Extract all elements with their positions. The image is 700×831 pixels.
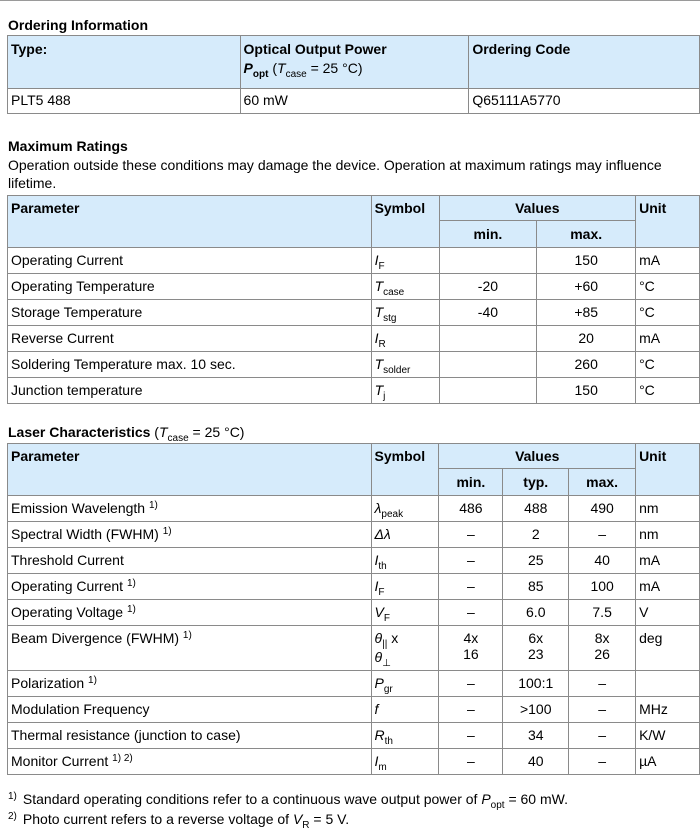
table-row bbox=[8, 496, 700, 522]
symbol-letter: T bbox=[374, 356, 384, 372]
max-value: 40 bbox=[594, 552, 610, 568]
footnote-number: 1) bbox=[8, 791, 17, 802]
typ-value: 40 bbox=[527, 753, 544, 769]
min-value: – bbox=[466, 701, 475, 717]
parameter-cell bbox=[8, 574, 372, 600]
max-cell: 150 bbox=[537, 378, 636, 404]
parameter-cell: Storage Temperature bbox=[8, 300, 372, 326]
ordering-header-power: Optical Output Power $P_{opt}$ ($T_{case} = 25$ °C) bbox=[240, 36, 469, 89]
table-row bbox=[8, 352, 700, 378]
symbol-cell bbox=[371, 749, 439, 775]
max-cell: +85 bbox=[537, 300, 636, 326]
min-cell bbox=[439, 723, 503, 749]
symbol-separator: x bbox=[387, 630, 399, 646]
symbol-letter: I bbox=[374, 552, 379, 568]
symbol-subscript: m bbox=[378, 762, 387, 773]
laser-title: Laser Characteristics ($T_{case} = 25$ °C) bbox=[8, 424, 245, 444]
min-cell bbox=[439, 600, 503, 626]
symbol-subscript: j bbox=[383, 391, 386, 402]
symbol-subscript: gr bbox=[383, 684, 393, 695]
footnote-tail: = 60 mW. bbox=[504, 791, 568, 807]
parameter-cell bbox=[8, 723, 372, 749]
parameter-cell bbox=[8, 671, 372, 697]
symbol-cell bbox=[371, 548, 439, 574]
symbol-subscript: || bbox=[382, 639, 388, 650]
min-cell: -20 bbox=[439, 274, 537, 300]
symbol-subscript: R bbox=[378, 339, 386, 350]
max-header-values: Values bbox=[439, 196, 636, 221]
parameter-cell bbox=[8, 522, 372, 548]
unit-cell: °C bbox=[636, 274, 700, 300]
max-header-max: max. bbox=[537, 221, 636, 248]
symbol-subscript: peak bbox=[381, 509, 404, 520]
typ-cell bbox=[503, 522, 569, 548]
parameter-label: Operating Current bbox=[11, 578, 124, 594]
min-value: 486 bbox=[459, 500, 483, 516]
parameter-cell bbox=[8, 600, 372, 626]
unit-cell: °C bbox=[636, 378, 700, 404]
max-value: 7.5 bbox=[592, 604, 612, 620]
symbol-subscript: th bbox=[384, 736, 393, 747]
min-value: – bbox=[466, 578, 475, 594]
parameter-label: Emission Wavelength bbox=[11, 500, 146, 516]
symbol-letter: T bbox=[374, 278, 384, 294]
ordering-type: PLT5 488 bbox=[8, 89, 241, 114]
symbol-subscript: case bbox=[383, 287, 405, 298]
symbol-letter: V bbox=[374, 604, 384, 620]
min-cell bbox=[439, 548, 503, 574]
laser-header-values: Values bbox=[439, 444, 636, 469]
laser-header-typ: typ. bbox=[503, 469, 569, 496]
symbol-letter: T bbox=[374, 304, 384, 320]
typ-cell bbox=[503, 697, 569, 723]
min-cell bbox=[439, 496, 503, 522]
max-header-parameter: Parameter bbox=[8, 196, 372, 248]
max-cell bbox=[569, 574, 636, 600]
ordering-title: Ordering Information bbox=[8, 17, 148, 33]
symbol-letter: θ bbox=[374, 649, 383, 665]
unit-cell: deg bbox=[636, 626, 700, 671]
ordering-code: Q65111A5770 bbox=[469, 89, 700, 114]
max-cell: +60 bbox=[537, 274, 636, 300]
typ-cell bbox=[503, 626, 569, 671]
max-value: – bbox=[598, 526, 607, 542]
parameter-cell: Soldering Temperature max. 10 sec. bbox=[8, 352, 372, 378]
max-cell bbox=[569, 626, 636, 671]
table-row bbox=[8, 300, 700, 326]
footnote-ref: 1) bbox=[162, 526, 172, 537]
symbol-cell bbox=[371, 600, 439, 626]
parameter-label: Thermal resistance (junction to case) bbox=[11, 727, 241, 743]
symbol-cell bbox=[371, 378, 439, 404]
top-rule bbox=[0, 0, 700, 1]
typ-value: >100 bbox=[519, 701, 552, 717]
max-header-min: min. bbox=[439, 221, 537, 248]
typ-cell bbox=[503, 671, 569, 697]
min-value: – bbox=[466, 526, 475, 542]
symbol-subscript: F bbox=[378, 587, 385, 598]
symbol-letter: f bbox=[374, 701, 379, 717]
symbol-letter: λ bbox=[374, 500, 382, 516]
symbol-letter: I bbox=[374, 330, 379, 346]
typ-value: 34 bbox=[527, 727, 544, 743]
symbol-cell bbox=[371, 326, 439, 352]
parameter-cell bbox=[8, 626, 372, 671]
typ-value: 488 bbox=[524, 500, 548, 516]
unit-cell: MHz bbox=[636, 697, 700, 723]
unit-cell: °C bbox=[636, 352, 700, 378]
symbol-letter: I bbox=[374, 753, 379, 769]
symbol-cell bbox=[371, 671, 439, 697]
parameter-label: Modulation Frequency bbox=[11, 701, 150, 717]
footnote-variable: P bbox=[481, 791, 491, 807]
max-value: – bbox=[598, 701, 607, 717]
symbol-subscript: th bbox=[378, 561, 387, 572]
symbol-subscript: ⊥ bbox=[382, 658, 391, 669]
typ-cell bbox=[503, 723, 569, 749]
symbol-subscript: solder bbox=[383, 365, 411, 376]
symbol-cell bbox=[371, 352, 439, 378]
ordering-power: 60 mW bbox=[240, 89, 469, 114]
min-value: – bbox=[466, 753, 475, 769]
parameter-cell: Reverse Current bbox=[8, 326, 372, 352]
typ-cell bbox=[503, 574, 569, 600]
unit-cell: nm bbox=[636, 522, 700, 548]
typ-cell bbox=[503, 496, 569, 522]
laser-header-symbol: Symbol bbox=[371, 444, 439, 496]
symbol-letter: Δλ bbox=[374, 526, 391, 542]
table-row bbox=[8, 600, 700, 626]
footnote-text: Photo current refers to a reverse voltage of bbox=[22, 811, 293, 827]
min-value: – bbox=[466, 604, 475, 620]
symbol-cell bbox=[371, 248, 439, 274]
parameter-cell: Operating Current bbox=[8, 248, 372, 274]
max-value: – bbox=[598, 727, 607, 743]
symbol-letter: θ bbox=[374, 630, 383, 646]
ordering-header-code: Ordering Code bbox=[469, 36, 700, 89]
table-row bbox=[8, 697, 700, 723]
footnote-ref: 1) 2) bbox=[112, 753, 133, 764]
parameter-label: Spectral Width (FWHM) bbox=[11, 526, 159, 542]
parameter-cell bbox=[8, 697, 372, 723]
footnote-variable: V bbox=[292, 811, 303, 827]
max-cell bbox=[569, 749, 636, 775]
symbol-subscript: F bbox=[383, 613, 390, 624]
footnote bbox=[8, 811, 350, 831]
footnote-text: Standard operating conditions refer to a continuous wave output power of bbox=[22, 791, 482, 807]
symbol-cell bbox=[371, 574, 439, 600]
min-value-2: 16 bbox=[463, 646, 479, 662]
table-row bbox=[8, 749, 700, 775]
typ-cell bbox=[503, 600, 569, 626]
parameter-cell: Junction temperature bbox=[8, 378, 372, 404]
footnote-subscript: R bbox=[302, 820, 310, 831]
typ-cell bbox=[503, 749, 569, 775]
symbol-letter: T bbox=[374, 382, 384, 398]
unit-cell: mA bbox=[636, 248, 700, 274]
footnote-subscript: opt bbox=[490, 800, 505, 811]
footnote-ref: 1) bbox=[148, 500, 158, 511]
symbol-cell bbox=[371, 697, 439, 723]
unit-cell: mA bbox=[636, 548, 700, 574]
parameter-label: Operating Voltage bbox=[11, 604, 124, 620]
typ-value: 6x bbox=[528, 630, 544, 646]
typ-value: 6.0 bbox=[526, 604, 546, 620]
symbol-letter: I bbox=[374, 578, 379, 594]
table-row bbox=[8, 378, 700, 404]
footnote-tail: = 5 V. bbox=[309, 811, 350, 827]
max-cell: 260 bbox=[537, 352, 636, 378]
max-cell bbox=[569, 697, 636, 723]
symbol-cell bbox=[371, 496, 439, 522]
max-ratings-table bbox=[7, 195, 700, 404]
footnote-number: 2) bbox=[8, 811, 17, 822]
min-cell: -40 bbox=[439, 300, 537, 326]
max-cell bbox=[569, 496, 636, 522]
max-value: – bbox=[598, 675, 607, 691]
unit-cell: V bbox=[636, 600, 700, 626]
min-value: – bbox=[466, 727, 475, 743]
table-row bbox=[8, 248, 700, 274]
table-row bbox=[8, 626, 700, 671]
max-value: – bbox=[598, 753, 607, 769]
footnote-ref: 1) bbox=[182, 630, 192, 641]
table-row bbox=[8, 522, 700, 548]
unit-cell: mA bbox=[636, 574, 700, 600]
min-cell bbox=[439, 326, 537, 352]
footnote-ref: 1) bbox=[126, 604, 136, 615]
max-header-symbol: Symbol bbox=[371, 196, 439, 248]
laser-header-max: max. bbox=[569, 469, 636, 496]
parameter-label: Beam Divergence (FWHM) bbox=[11, 630, 180, 646]
symbol-subscript: F bbox=[378, 261, 385, 272]
typ-cell bbox=[503, 548, 569, 574]
table-row bbox=[8, 274, 700, 300]
max-value: 100 bbox=[590, 578, 614, 594]
parameter-cell bbox=[8, 496, 372, 522]
min-cell bbox=[439, 749, 503, 775]
max-header-unit: Unit bbox=[636, 196, 700, 248]
unit-cell: K/W bbox=[636, 723, 700, 749]
table-row bbox=[8, 326, 700, 352]
footnote-ref: 1) bbox=[88, 675, 97, 686]
max-value: 490 bbox=[590, 500, 614, 516]
unit-cell: °C bbox=[636, 300, 700, 326]
min-cell bbox=[439, 671, 503, 697]
max-cell bbox=[569, 671, 636, 697]
min-cell bbox=[439, 574, 503, 600]
symbol-letter: I bbox=[374, 252, 379, 268]
max-ratings-description: Operation outside these conditions may damage the device. Operation at maximum ratings may influence lifetime. bbox=[8, 157, 662, 191]
unit-cell: nm bbox=[636, 496, 700, 522]
min-cell bbox=[439, 697, 503, 723]
laser-table bbox=[7, 443, 700, 775]
typ-value: 25 bbox=[527, 552, 544, 568]
parameter-label: Polarization bbox=[11, 675, 85, 691]
laser-header-parameter: Parameter bbox=[8, 444, 372, 496]
unit-cell: µA bbox=[636, 749, 700, 775]
parameter-cell bbox=[8, 548, 372, 574]
ordering-table bbox=[7, 35, 700, 114]
laser-header-unit: Unit bbox=[636, 444, 700, 496]
symbol-letter: P bbox=[374, 675, 384, 691]
table-row bbox=[8, 548, 700, 574]
symbol-cell bbox=[371, 723, 439, 749]
max-cell bbox=[569, 723, 636, 749]
max-cell bbox=[569, 548, 636, 574]
symbol-subscript: stg bbox=[383, 313, 397, 324]
min-cell bbox=[439, 522, 503, 548]
min-cell bbox=[439, 352, 537, 378]
symbol-cell bbox=[371, 522, 439, 548]
max-ratings-title: Maximum Ratings bbox=[8, 138, 128, 154]
table-row bbox=[8, 574, 700, 600]
table-row bbox=[8, 723, 700, 749]
footnote-ref: 1) bbox=[126, 578, 136, 589]
typ-value-2: 23 bbox=[527, 646, 544, 662]
min-value: – bbox=[466, 675, 475, 691]
max-value-2: 26 bbox=[594, 646, 610, 662]
parameter-label: Threshold Current bbox=[11, 552, 124, 568]
typ-value: 2 bbox=[531, 526, 540, 542]
symbol-cell bbox=[371, 300, 439, 326]
min-cell bbox=[439, 248, 537, 274]
min-cell bbox=[439, 378, 537, 404]
min-cell bbox=[439, 626, 503, 671]
max-cell: 20 bbox=[537, 326, 636, 352]
ordering-header-type: Type: bbox=[8, 36, 241, 89]
parameter-cell bbox=[8, 749, 372, 775]
table-row bbox=[8, 671, 700, 697]
symbol-cell bbox=[371, 626, 439, 671]
laser-header-min: min. bbox=[439, 469, 503, 496]
max-cell: 150 bbox=[537, 248, 636, 274]
parameter-cell: Operating Temperature bbox=[8, 274, 372, 300]
max-cell bbox=[569, 522, 636, 548]
max-cell bbox=[569, 600, 636, 626]
parameter-label: Monitor Current bbox=[11, 753, 109, 769]
unit-cell: mA bbox=[636, 326, 700, 352]
unit-cell bbox=[636, 671, 700, 697]
min-value: 4x bbox=[463, 630, 479, 646]
typ-value: 100:1 bbox=[518, 675, 554, 691]
footnote bbox=[8, 791, 568, 811]
typ-value: 85 bbox=[527, 578, 544, 594]
symbol-cell bbox=[371, 274, 439, 300]
min-value: – bbox=[466, 552, 475, 568]
max-value: 8x bbox=[594, 630, 610, 646]
symbol-letter: R bbox=[374, 727, 385, 743]
